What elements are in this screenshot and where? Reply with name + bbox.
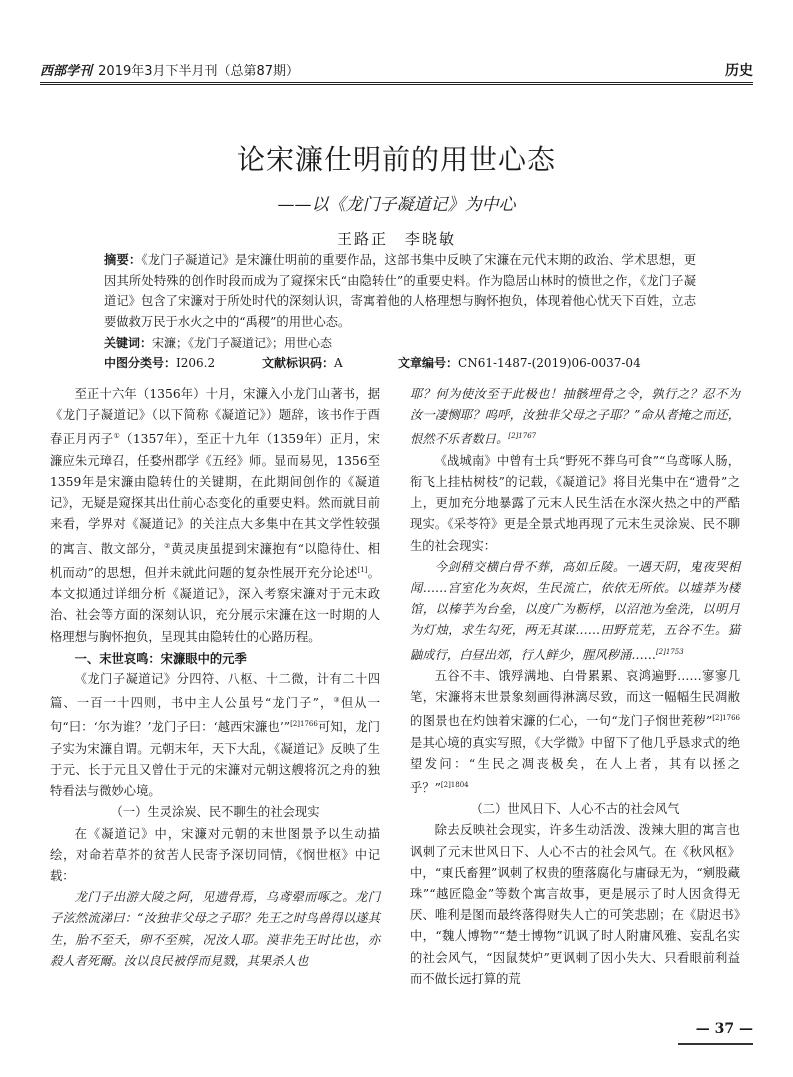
paragraph: 除去反映社会现实，许多生动活泼、泼辣大胆的寓言也讽刺了元末世风日下、人心不古的社会风气。在《秋风枢》中，“東氏畜狸”讽刺了权贵的堕落腐化与庸碌无为，“剜股藏珠”“越匠隐金”等数个寓言故事，更是展示了时人因贪得无厌、唯利是图而最终落得财失人亡的可笑悲剧；在《尉迟书》中，“魏人博物”“楚士博物”讥讽了时人附庸风雅、妄乱名实的社会风气，“因鼠焚炉”更讽刺了因小失大、只看眼前利益而不做长远打算的荒	[410, 823, 740, 986]
footer-rule	[678, 1043, 753, 1045]
keywords	[104, 334, 332, 351]
subsection-heading-1: （一）生灵涂炭、民不聊生的社会现实	[110, 805, 320, 820]
clc-value: I206.2	[176, 356, 216, 370]
paragraph: 五谷不丰、饿殍满地、白骨累累、哀鸿遍野……寥寥几笔，宋濂将末世景象刻画得淋漓尽致，而这一幅幅生民凋敝的图景也在灼蚀着宋濂的仁心，一句“龙门子悯世茺秽”$^{[2]1766}$是其心境的真实写照，《大学微》中留下了他几乎恳求式的绝望发问：“生民之凋丧极矣，在人上者，其有以拯之乎？”$^{[2]1804}$	[410, 668, 740, 796]
page-number: — 37 —	[695, 1021, 753, 1037]
right-column	[410, 384, 740, 990]
citation-ref: [2]1766	[712, 714, 740, 723]
quotation: 今剑稍交横白骨不葬，高如丘陵。一遇天阴，鬼夜哭相闻……宫室化为灰烬，生民流亡，依依无所依。以墟莽为楼馆，以榛芋为台垒，以度广为粝桴，以沼池为垒洗，以明月为灯烛，求生勾死，两无其谋……田野荒芜，五谷不生。猫鼬成行，白昼出郊，行人鲜少，腥风秽涌……$^{[2]1753}$	[410, 559, 740, 662]
keywords-text: 宋濂；《龙门子凝道记》；用世心态	[152, 336, 333, 350]
clc-info	[104, 354, 215, 371]
doc-code-label: 文献标识码：	[262, 356, 335, 370]
paragraph: 《战城南》中曾有士兵“野死不葬乌可食”“乌鸢啄人肠，衔飞上挂枯树枝”的记载，《凝道记》将目光集中在“遗骨”之上，更加充分地暴露了元末人民生活在水深火热之中的严酷现实。《采苓符》更是全景式地再现了元末生灵涂炭、民不聊生的社会现实：	[410, 453, 740, 553]
footnote-ref: ②	[164, 541, 171, 550]
section-heading-1: 一、末世哀鸣：宋濂眼中的元季	[74, 650, 247, 666]
citation-ref: [1]	[357, 565, 368, 574]
left-column	[50, 384, 380, 972]
footnote-ref: ①	[113, 432, 121, 441]
quotation: 龙门子出游大陵之阿，见遗骨焉，乌鸢翚而啄之。龙门子泫然流涕曰：“汝独非父母之子耶？先王之时鸟兽得以遂其生，胎不至夭，卵不至殡，况汝人耶。漠非先王时比也，亦殺人者死爾。汝以良民被俘而見戮，其果杀人也	[50, 890, 380, 968]
quotation-continued: 耶？何为使汝至于此极也！抽骸埋骨之令，孰行之？忍不为汝一凄恻耶？呜呼，汝独非父母之子耶？”命从者掩之而还，恨然不乐者数日。$^{[2]1767}$	[410, 387, 740, 447]
abstract	[104, 250, 696, 332]
citation-ref: [2]1753	[655, 647, 684, 656]
citation-ref: [2]1766	[290, 720, 318, 729]
abstract-text: 《龙门子凝道记》是宋濂仕明前的重要作品，这部书集中反映了宋濂在元代末期的政治、学术思想，更因其所处特殊的创作时段而成为了窥探宋氏“由隐转仕”的重要史料。作为隐居山林时的愤世之作，《龙门子凝道记》包含了宋濂对于所处时代的深刻认识，寄寓着他的人格理想与胸怀抱负，体现着他心忧天下百姓，立志要做救万民于水火之中的“禹稷”的用世心态。	[104, 253, 696, 329]
paragraph: 在《凝道记》中，宋濂对元朝的末世图景予以生动描绘，对命若草芥的贫苦人民寄予深切同情，《悯世枢》中记载：	[50, 826, 380, 883]
article-authors: 王路正 李晓敏	[336, 230, 456, 248]
citation-ref: [2]1804	[440, 780, 469, 789]
paragraph: 《龙门子凝道记》分四符、八枢、十二微，计有二十四篇、一百一十四则，书中主人公虽号“龙门子”，③但从一句“曰：‘尔为谁？’龙门子曰：‘越西宋濂也’”$^{[2]1766}$可知，龙门子实为宋濂自谓。元朝末年，天下大乱，《凝道记》反映了生于元、长于元且又曾仕于元的宋濂对元朝这艘将沉之舟的独特看法与微妙心境。	[50, 671, 380, 799]
clc-label: 中图分类号：	[104, 356, 177, 370]
article-title: 论宋濂仕明前的用世心态	[236, 143, 556, 176]
doc-code-info	[262, 354, 343, 371]
journal-header	[40, 60, 299, 79]
abstract-label: 摘要：	[104, 252, 142, 267]
journal-issue: 2019年3月下半月刊（总第87期）	[98, 64, 300, 79]
article-number-label: 文章编号：	[398, 356, 459, 370]
article-number-value: CN61-1487-(2019)06-0037-04	[458, 356, 641, 370]
article-number-info	[398, 354, 641, 371]
header-rule	[40, 82, 753, 85]
footnote-ref: ③	[333, 696, 341, 705]
citation-ref: [2]1767	[508, 432, 537, 441]
section-label: 历史	[725, 63, 753, 79]
article-subtitle: ——以《龙门子凝道记》为中心	[277, 195, 516, 215]
journal-name: 西部学刊	[40, 64, 93, 79]
subsection-heading-2: （二）世风日下、人心不古的社会风气	[470, 802, 680, 817]
doc-code-value: A	[334, 356, 343, 370]
keywords-label: 关键词：	[104, 336, 153, 350]
paragraph-intro: 至正十六年（1356年）十月，宋濂入小龙门山著书，据《龙门子凝道记》（以下简称《凝道记》）题辞，该书作于酉春正月丙子①（1357年），至正十九年（1359年）正月，宋濂应朱元璋召，任婺州郡学《五经》师。显而易见，1356至1359年是宋濂由隐转仕的关键期，在此期间创作的《凝道记》，无疑是窥探其出仕前心态变化的重要史料。然而就目前来看，学界对《凝道记》的关注点大多集中在其文学性较强的寓言、散文部分，②黄灵庚虽提到宋濂抱有“以隐待仕、相机而动”的思想，但并未就此问题的复杂性展开充分论述[1]。本文拟通过详细分析《凝道记》，深入考察宋濂对于元末政治、社会等方面的深刻认识，充分展示宋濂在这一时期的人格理想与胸怀抱负，呈现其由隐转仕的心路历程。	[50, 387, 380, 644]
